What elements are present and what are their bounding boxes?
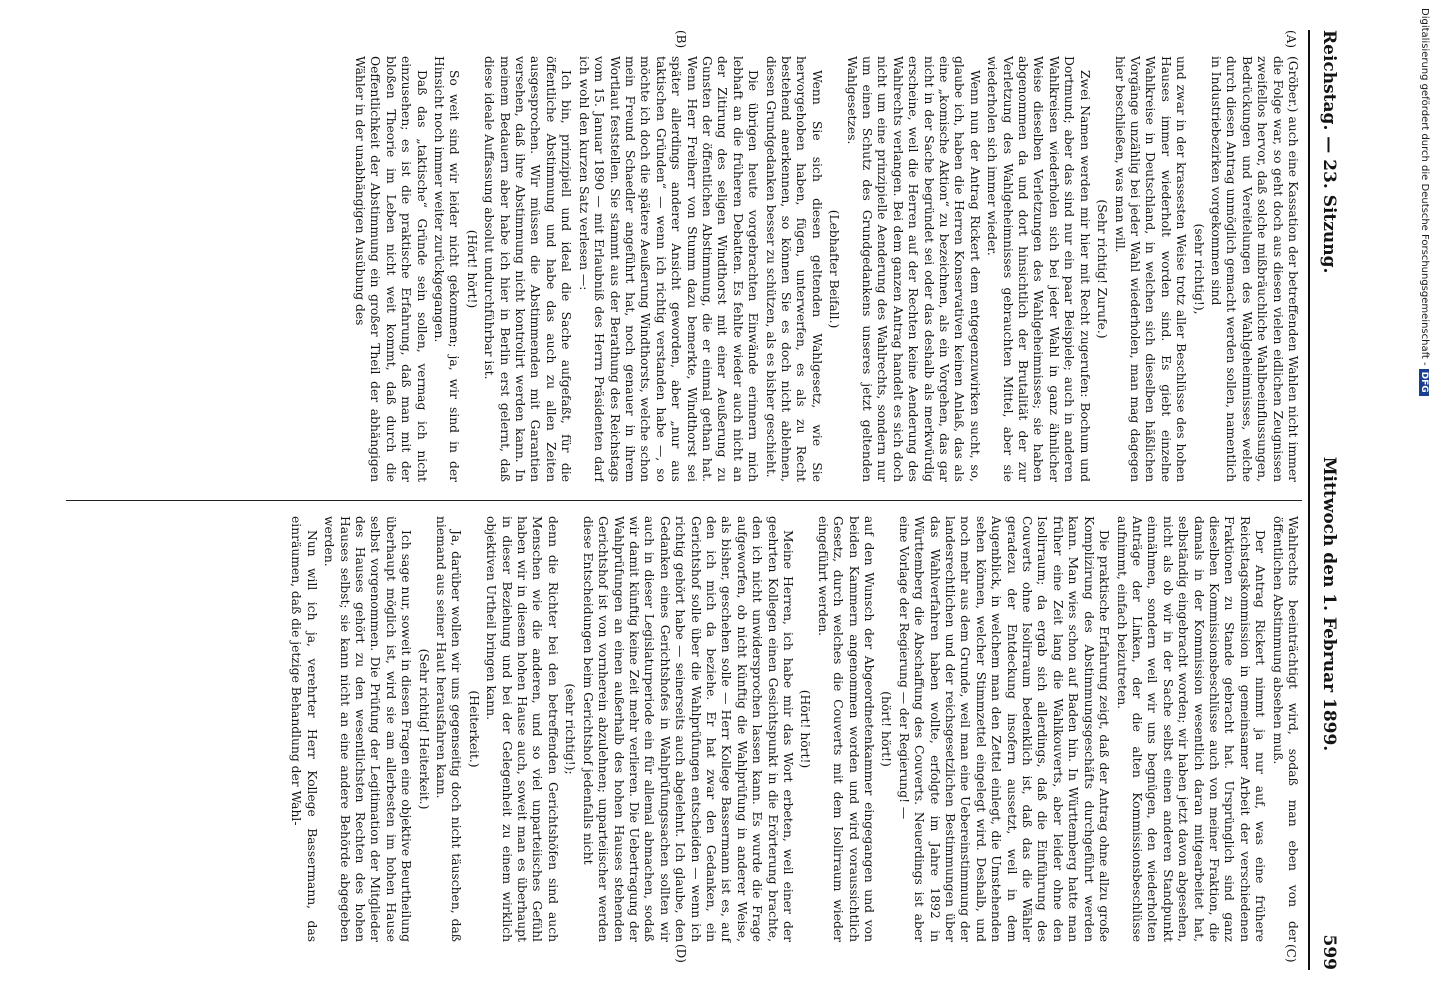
interjection: (sehr richtig!), (1191, 223, 1206, 315)
margin-marker-b: (B) (674, 30, 688, 49)
paragraph: und zwar in der krassesten Weise trotz aller Beschlüsse des hohen Hauses immer wiederholt worden sind. Es giebt einzelne Wahlkreise in Deutschland, in welchen sich dieselben häßlichen Vorgänge unzählig bei jeder Wahl wiederholen, man mag dagegen hier beschließen, was man will. (1112, 56, 1189, 482)
paragraph: Wenn nun der Antrag Rickert dem entgegenzuwirken sucht, so, glaube ich, haben die Herren Konservativen keinen Anlaß, das als eine „komische Aktion“ zu bezeichnen, als ein Vorgehen, das gar nicht in der Sache begründet sei oder das deshalb als merkwürdig erscheine, weil die Herren auf der Rechten keine Aenderung des Wahlrechts verlangen. Bei dem ganzen Antrag handelt es sich doch nicht um eine prinzipielle Aenderung des Wahlrechts, sondern nur um einen Schutz des Grundgedankens unseres jetzt geltenden Wahlgesetzes. (844, 56, 982, 482)
paragraph: Ich bin, prinzipiell und ideal die Sache aufgefaßt, für die öffentliche Abstimmung und habe das auch zu allen Zeiten ausgesprochen. Wir müssen die Abstimmenden mit Garantien versehen, daß ihre Abstimmung nicht kontrolirt werden kann. In meinem Bedauern aber habe ich hier in Berlin erst gelernt, daß diese ideale Auffassung absolut undurchführbar ist. (482, 56, 574, 482)
paragraph: So weit sind wir leider nicht gekommen; ja, wir sind in der Hinsicht noch immer weiter zurückgegangen. (432, 56, 462, 482)
page-number: 599 (1319, 934, 1339, 970)
paragraph: Nun will ich ja, verehrter Herr Kollege Bassermann, das einräumen, daß die jetzige Behandlung der Wahl- (289, 516, 319, 942)
interjection: (Heiterkeit.) (466, 690, 481, 768)
interjection: (hört! hört!) (879, 691, 894, 767)
paragraph: Ich sage nur, soweit in diesen Fragen eine objektive Beurtheilung überhaupt möglich ist, wird sie am allerbesten im hohen Hause selbst vorgenommen. Die Prüfung der Legitimation der Mitglieder des Hauses gehört zu den wesentlichsten Rechten des hohen Hauses selbst; sie kann nicht an eine andere Behörde abgegeben werden. (322, 516, 414, 942)
interjection: (Lebhafter Beifall.) (827, 209, 842, 329)
margin-marker-d: (D) (674, 944, 688, 963)
paragraph: Meine Herren, ich habe mir das Wort erbeten, weil einer der geehrten Kollegen einen Gesichtspunkt in die Erörterung brachte, den ich nicht unwidersprochen lassen kann. Es wurde die Frage aufgeworfen, ob nicht künftig die Wahlprüfung in anderer Weise, als bisher, geschehen solle — Herr Kollege Bassermann ist es, auf den ich mich da beziehe. Er hat zwar den Gedanken, ein Gerichtshof solle über die Wahlprüfungen entscheiden — wenn ich richtig gehört habe — seinerseits auch abgelehnt. Ich glaube, den Gedanken eines Gerichtshofes in Wahlprüfungssachen sollten wir auch in dieser Legislaturperiode ein für allemal abmachen, sodaß wir damit künftig keine Zeit mehr verlieren. Die Uebertragung der Wahlprüfungen an einen außerhalb des hohen Hauses stehenden Gerichtshof ist von vornherein abzulehnen; unparteiischer werden diese Entscheidungen beim Gerichtshof jedenfalls nicht (580, 516, 795, 942)
interjection: (Sehr richtig! Zurufe.) (1095, 199, 1110, 339)
paragraph: Daß das „taktische“ Gründe sein sollen, vermag ich nicht einzusehen; es ist die praktische Erfahrung, daß man mit der bloßen Theorie im Leben nicht weit kommt, daß durch die Oeffentlichkeit der Abstimmung ein großer Theil der abhängigen Wähler in der unabhängigen Ausübung des (353, 56, 429, 482)
credit-text: Digitalisierung gefördert durch die Deutsche Forschungsgemeinschaft - (1419, 8, 1430, 366)
page-header (1308, 30, 1348, 970)
paragraph: auf den Wunsch der Abgeordnetenkammer eingegangen und von beiden Kammern angenommen worden und wird voraussichtlich Gesetz, durch welches die Couverts mit dem Isolirraum wieder eingeführt werden. (815, 516, 877, 942)
header-left: Reichstag. — 23. Sitzung. (1319, 30, 1339, 274)
dfg-logo: DFG (1419, 369, 1429, 396)
digitization-credit (1414, 8, 1430, 688)
left-text-column (70, 30, 1300, 482)
paragraph: Zwei Namen werden mir hier mit Recht zugerufen: Bochum und Dortmund; aber das sind nur ein paar Beispiele; auch in anderen Wahlkreisen wiederholen sich bei jeder Wahl in ganz ähnlicher Weise dieselben Verletzungen des Wahlgeheimnisses; sie haben abgenommen da und dort hinsichtlich der Brutalität der zur Verletzung des Wahlgeheimnisses gebrauchten Mittel, aber sie wiederholen sich immer wieder. (985, 56, 1092, 482)
paragraph: Wenn Sie sich diesen geltenden Wahlgesetz, wie Sie hervorgehoben haben, fügen, unterwerfen, es als zu Recht bestehend anerkennen, so können Sie es doch nicht ablehnen, diesen Grundgedanken besser zu schützen, als es bisher geschieht. (763, 56, 824, 482)
interjection: (Hört! hört!) (798, 689, 813, 769)
column-divider (66, 500, 1302, 501)
margin-marker-a: (A) (1284, 30, 1298, 49)
paragraph: Der Antrag Rickert nimmt ja nur auf, was eine frühere Reichstagskommission in gemeinsamer Arbeit der verschiedenen Fraktionen zu Stande gebracht hat. Ursprünglich sind ganz dieselben Kommissionsbeschlüsse auch von meiner Fraktion, die damals in der Kommission wesentlich daran mitgearbeitet hat, selbständig eingebracht worden; wir haben jetzt davon abgesehen, nicht als ob wir in der Sache selbst einen anderen Standpunkt einnähmen, sondern weil wir uns begnügen, den wiederholten Anträge der Linken, der die alten Kommissionsbeschlüsse aufnimmt, einfach beizutreten. (1114, 516, 1268, 942)
interjection: (Sehr richtig! Heiterkeit.) (416, 648, 431, 810)
header-center: Mittwoch den 1. Februar 1899. (1319, 456, 1339, 752)
margin-marker-c: (C) (1284, 944, 1298, 963)
paragraph: (Gröber.) auch eine Kassation der betreffenden Wahlen nicht immer die Folge war, so geht doch aus diesen vielen eidlichen Zeugnissen zweifellos hervor, daß solche mißbräuchliche Wahlbeeinflussungen, Bedrückungen und Vereitelungen des Wahlgeheimnisses, welche durch diesen Antrag unmöglich gemacht werden sollen, namentlich in Industriebezirken vorgekommen sind (1208, 56, 1300, 482)
right-text-column (70, 516, 1300, 968)
paragraph: Die praktische Erfahrung zeigt, daß der Antrag ohne allzu große Komplizirung des Abstimmungsgeschäfts durchgeführt werden kann. Man wies schon auf Baden hin. In Württemberg hatte man früher eine Zeit lang die Wahlkouverts, aber leider ohne den Isolirraum; da ergab sich allerdings, daß die Einführung des Couverts ohne Isolirraum bedenklich ist, daß das die Wähler geradezu der Entdeckung insofern aussetzt, weil in dem Augenblick, in welchem man den Zettel einlegt, die Umstehenden sehen können, welcher Stimmzettel eingelegt wird. Deshalb, und noch mehr aus dem Grunde, weil man eine Uebereinstimmung der landesrechtlichen und der reichsgesetzlichen Bestimmungen über das Wahlverfahren haben wollte, erfolgte im Jahre 1892 in Württemberg die Abschaffung des Couverts. Neuerdings ist aber eine Vorlage der Regierung — der Regierung! — (896, 516, 1112, 942)
paragraph: denn die Richter bei den betreffenden Gerichtshöfen sind auch Menschen wie die anderen, und so viel unparteiisches Gefühl haben wir in diesem hohen Hause auch, soweit man es überhaupt in dieser Beziehung und bei der Gelegenheit zu einem wirklich objektiven Urtheil bringen kann. (484, 516, 560, 942)
interjection: (sehr richtig!); (563, 683, 578, 775)
paragraph: Die übrigen heute vorgebrachten Einwände erinnern mich lebhaft an die früheren Debatten. Es fehlte wieder auch nicht an der Zitirung des seligen Windthorst mit einer Aeußerung zu Gunsten der öffentlichen Abstimmung, die er einmal gethan hat. Wenn Herr Freiherr von Stumm dazu bemerkte, Windthorst sei später allerdings anderer Ansicht geworden, aber „nur aus taktischen Gründen“ — wenn ich richtig verstanden habe —, so möchte ich doch die spätere Aeußerung Windthorsts, welche schon mein Freund Schaedler angeführt hat, noch genauer in ihrem Wortlaut feststellen. Sie stammt aus der Berathung des Reichstags vom 15. Januar 1890 — mit Erlaubniß des Herrn Präsidenten darf ich wohl den kurzen Satz verlesen —: (576, 56, 761, 482)
rotated-document-page (58, 30, 1348, 970)
paragraph: Ja, darüber wollen wir uns gegenseitig doch nicht täuschen, daß niemand aus seiner Haut herausfahren kann. (434, 516, 464, 942)
paragraph: Wahlrechts beeinträchtigt wird, sodaß man eben von der öffentlichen Abstimmung absehen muß. (1270, 516, 1300, 942)
interjection: (Hört! hört!) (464, 229, 479, 309)
